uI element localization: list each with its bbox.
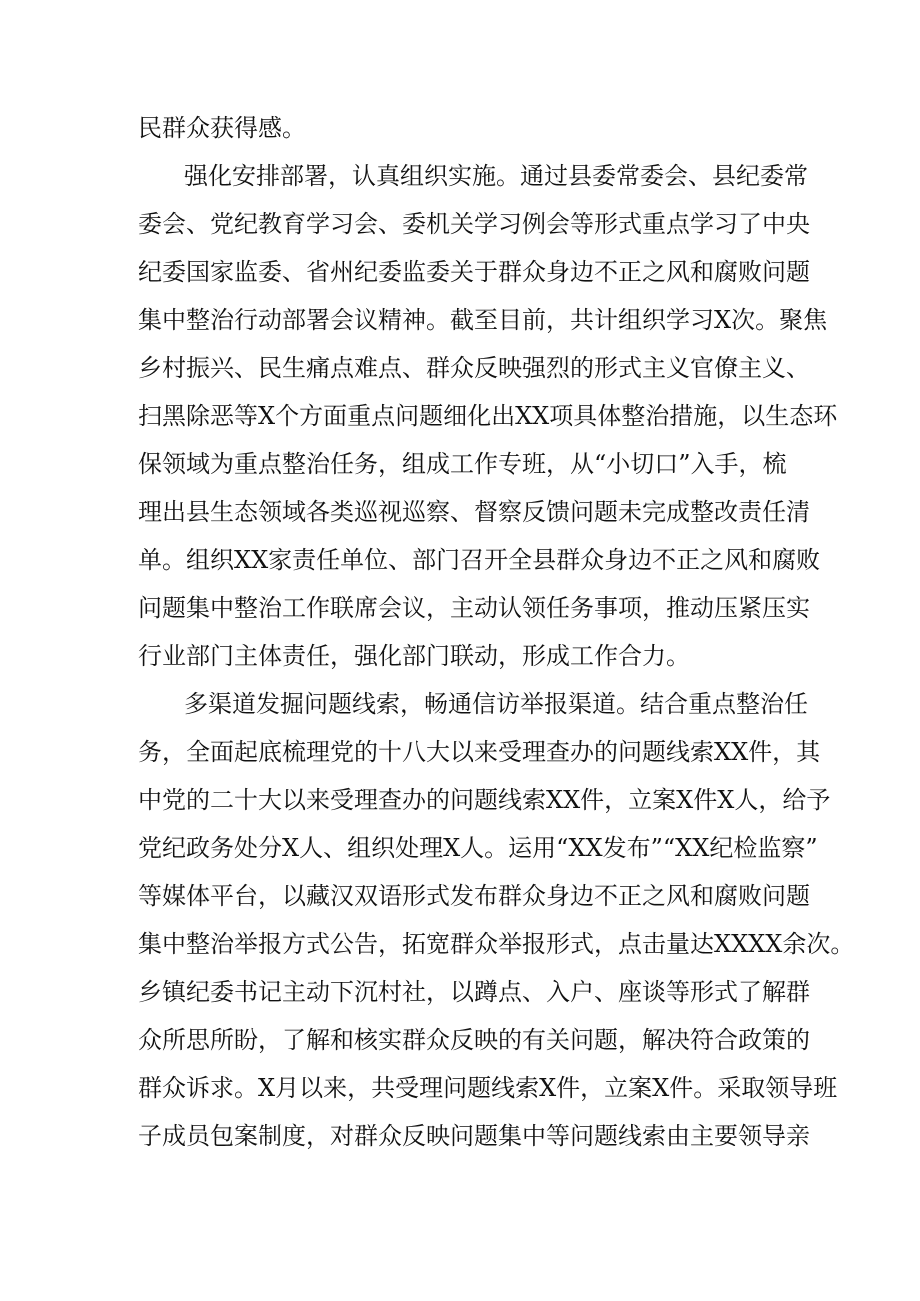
text-line: 乡镇纪委书记主动下沉村社，以蹲点、入户、座谈等形式了解群 [138,978,810,1006]
text-line: 众所思所盼，了解和核实群众反映的有关问题，解决符合政策的 [138,1026,810,1054]
paragraph-1-start: 强化安排部署，认真组织实施。通过县委常委会、县纪委常 [184,162,808,190]
text-line: 中党的二十大以来受理查办的问题线索XX件，立案X件X人，给予 [138,786,831,814]
text-line: 委会、党纪教育学习会、委机关学习例会等形式重点学习了中央 [138,210,810,238]
text-line: 保领域为重点整治任务，组成工作专班，从“小切口”入手，梳 [138,450,787,478]
text-line: 民群众获得感。 [138,114,306,142]
text-line: 单。组织XX家责任单位、部门召开全县群众身边不正之风和腐败 [138,546,821,574]
text-line: 党纪政务处分X人、组织处理X人。运用“XX发布”“XX纪检监察” [138,834,818,862]
text-line: 行业部门主体责任，强化部门联动，形成工作合力。 [138,642,690,670]
text-line: 扫黑除恶等X个方面重点问题细化出XX项具体整治措施，以生态环 [138,402,838,430]
text-line: 集中整治行动部署会议精神。截至目前，共计组织学习X次。聚焦 [138,306,828,334]
text-line: 乡村振兴、民生痛点难点、群众反映强烈的形式主义官僚主义、 [138,354,810,382]
text-line: 务，全面起底梳理党的十八大以来受理查办的问题线索XX件，其 [138,738,821,766]
text-line: 集中整治举报方式公告，拓宽群众举报形式，点击量达XXXX余次。 [138,930,855,958]
text-line: 群众诉求。X月以来，共受理问题线索X件，立案X件。采取领导班 [138,1074,838,1102]
text-line: 理出县生态领域各类巡视巡察、督察反馈问题未完成整改责任清 [138,498,810,526]
text-line: 等媒体平台，以藏汉双语形式发布群众身边不正之风和腐败问题 [138,882,810,910]
text-line: 子成员包案制度，对群众反映问题集中等问题线索由主要领导亲 [138,1122,810,1150]
text-line: 纪委国家监委、省州纪委监委关于群众身边不正之风和腐败问题 [138,258,810,286]
text-line: 问题集中整治工作联席会议，主动认领任务事项，推动压紧压实 [138,594,810,622]
paragraph-2-start: 多渠道发掘问题线索，畅通信访举报渠道。结合重点整治任 [184,690,808,718]
